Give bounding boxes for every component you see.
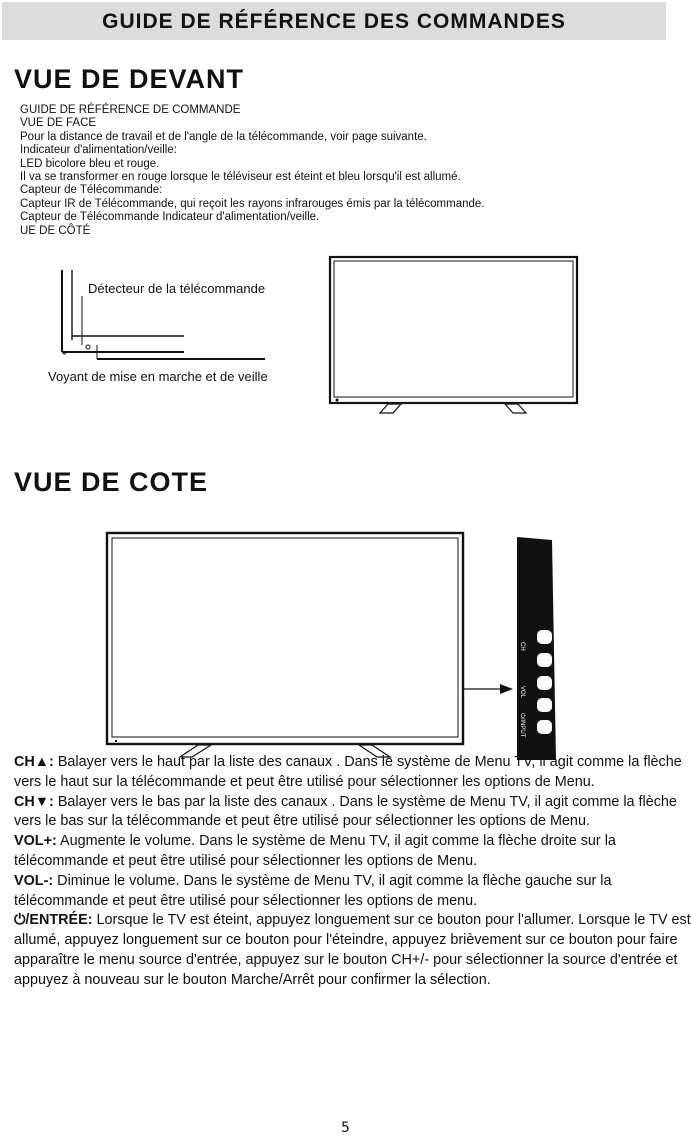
description-key: CH▲: (14, 754, 54, 770)
front-view-heading: VUE DE DEVANT (14, 64, 245, 94)
button-descriptions (14, 753, 691, 991)
front-view-line: Il va se transformer en rouge lorsque le téléviseur est éteint et bleu lorsqu'il est allumé. (20, 171, 461, 184)
front-view-line: UE DE CÔTÉ (20, 224, 91, 237)
side-panel-label-input: ⏻/INPUT (519, 713, 525, 738)
description-key: CH▼: (14, 793, 54, 810)
front-view-line: Indicateur d'alimentation/veille: (20, 144, 177, 157)
description-text: Diminue le volume. Dans le système de Menu TV, il agit comme la flèche gauche sur la télécommande et peut être utilisé pour sélectionner les options de menu. (14, 872, 612, 909)
description-key: VOL+: (14, 833, 57, 850)
description-text: Augmente le volume. Dans le système de Menu TV, il agit comme la flèche droite sur la télécommande et peut être utilisé pour sélectionner les options de Menu. (14, 833, 616, 869)
front-view-line: Capteur IR de Télécommande, qui reçoit les rayons infrarouges émis par la télécommande. (20, 197, 485, 210)
front-view-line: VUE DE FACE (20, 117, 97, 130)
description-text: Balayer vers le bas par la liste des canaux . Dans le système de Menu TV, il agit comme la flèche vers le bas sur la télécommande et peut être utilisé pour sélectionner les options de Menu. (14, 793, 677, 830)
side-panel-label-ch: CH (519, 642, 525, 651)
side-view-heading: VUE DE COTE (14, 467, 209, 497)
description-key: VOL-: (14, 872, 54, 889)
description-text: Balayer vers le haut par la liste des canaux . Dans le système de Menu TV, il agit comme la flèche vers le haut sur la télécommande et peut être utilisé pour sélectionner les options de Menu. (14, 754, 682, 790)
remote-sensor-label: Détecteur de la télécommande (88, 281, 266, 296)
description-vol-up (14, 832, 691, 872)
front-view-line: Capteur de Télécommande: (20, 184, 163, 197)
description-text: Lorsque le TV est éteint, appuyez longuement sur ce bouton pour l'allumer. Lorsque le TV est allumé, appuyez longuement sur ce bouton pour l'éteindre, appuyez brièvement sur ce bouton pour faire apparaître le menu source d'entrée, appuyez sur le bouton CH+/- pour sélectionner la source d'entrée et appuyez à nouveau sur le bouton Marche/Arrêt pour confirmer la sélection. (14, 912, 691, 988)
description-vol-down (14, 872, 691, 912)
description-ch-up (14, 753, 691, 793)
page-title: GUIDE DE RÉFÉRENCE DES COMMANDES (102, 10, 566, 33)
description-key: ⏻/ENTRÉE: (14, 912, 93, 929)
page-number: 5 (341, 1120, 350, 1136)
side-panel-label-vol: VOL (519, 686, 525, 699)
front-view-line: Pour la distance de travail et de l'angle de la télécommande, voir page suivante. (20, 130, 427, 143)
front-view-line: Capteur de Télécommande Indicateur d'alimentation/veille. (20, 211, 320, 224)
front-view-line: LED bicolore bleu et rouge. (20, 157, 160, 170)
power-led-label: Voyant de mise en marche et de veille (48, 369, 268, 384)
description-power-input (14, 911, 691, 990)
front-view-line: GUIDE DE RÉFÉRENCE DE COMMANDE (20, 104, 241, 116)
description-ch-down (14, 793, 691, 833)
